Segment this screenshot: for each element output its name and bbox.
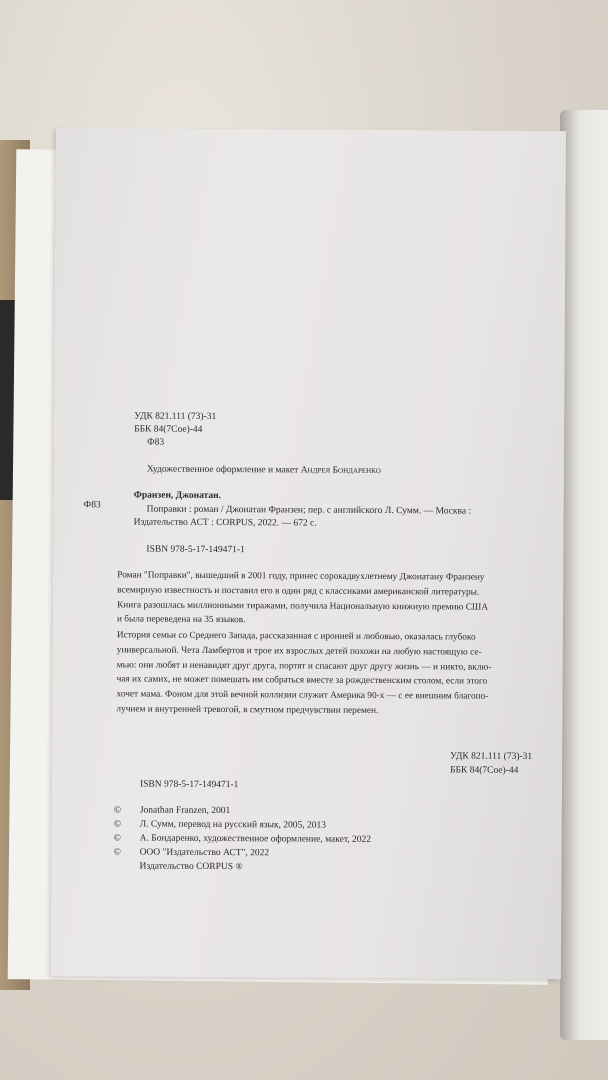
bottom-isbn: ISBN 978-5-17-149471-1: [139, 779, 239, 791]
copyright-line: [114, 805, 231, 816]
annotation-line: чая их самих, не может помешать им собраться вместе за рождественским столом, если этого: [116, 674, 488, 688]
copyright-page: [51, 128, 566, 979]
annotation-line: хочет мама. Фоном для этой вечной коллизии служит Америка 90-х — с ее внешним благопо-: [116, 689, 489, 702]
entry-author: Франзен, Джонатан.: [133, 490, 222, 502]
imprint-line: [113, 861, 242, 872]
annotation-line: Роман "Поправки", вышедший в 2001 году, принес сорокадвухлетнему Джонатану Франзену: [117, 570, 485, 583]
copyright-symbol: ©: [113, 819, 121, 830]
udk-code: УДК 821.111 (73)-31: [134, 411, 217, 422]
entry-margin-code: Ф83: [83, 500, 101, 511]
entry-title-line: Поправки : роман / Джонатан Франзен; пер. с английского Л. Сумм. — Москва :: [146, 504, 472, 517]
annotation-line: Книга разошлась миллионными тиражами, получила Национальную книжную премию США: [117, 599, 489, 613]
entry-publisher-line: Издательство АСТ : CORPUS, 2022. — 672 с.: [133, 517, 317, 529]
author-mark: Ф83: [147, 437, 165, 448]
copyright-text: Л. Сумм, перевод на русский язык, 2005, 2013: [139, 819, 327, 831]
annotation-line: История семьи со Среднего Запада, рассказанная с иронией и любовью, оказалась глубоко: [116, 630, 476, 643]
annotation-line: универсальной. Чета Ламбертов и трое их взрослых детей похожи на любую настоящую се-: [116, 645, 482, 658]
design-credit-name: Андрея Бондаренко: [300, 465, 381, 476]
copyright-text: ООО "Издательство АСТ", 2022: [139, 847, 270, 859]
annotation-paragraph-2: [116, 628, 531, 719]
design-credit-prefix: Художественное оформление и макет: [146, 464, 299, 476]
bottom-udk-code: УДК 821.111 (73)-31: [450, 751, 533, 762]
bbk-code: ББК 84(7Сое)-44: [134, 424, 203, 435]
copyright-text: Jonathan Franzen, 2001: [139, 805, 231, 817]
annotation-paragraph-1: [117, 568, 531, 630]
bottom-bbk-code: ББК 84(7Сое)-44: [450, 765, 519, 776]
entry-isbn: ISBN 978-5-17-149471-1: [146, 544, 245, 556]
annotation-line: всемирную известность и поставил его в один ряд с классиками американской литературы.: [117, 585, 480, 598]
copyright-symbol: ©: [113, 847, 121, 858]
annotation-line: и была переведена на 35 языков.: [116, 614, 246, 626]
copyright-text: А. Бондаренко, художественное оформление, макет, 2022: [139, 833, 372, 845]
copyright-symbol: ©: [113, 805, 122, 816]
copyright-line: [114, 847, 270, 858]
facing-page-curl: [560, 110, 608, 1040]
design-credit: [147, 466, 381, 477]
annotation-line: мью: они любят и ненавидят друг друга, портят и спасают друг другу жизнь — и никто, вклю-: [116, 659, 492, 673]
copyright-line: [114, 819, 326, 830]
copyright-symbol: ©: [113, 833, 121, 844]
imprint-text: Издательство CORPUS ®: [139, 861, 243, 873]
annotation-line: лучием и внутренней тревогой, в смутном предчувствии перемен.: [116, 704, 379, 716]
copyright-line: [114, 833, 371, 845]
